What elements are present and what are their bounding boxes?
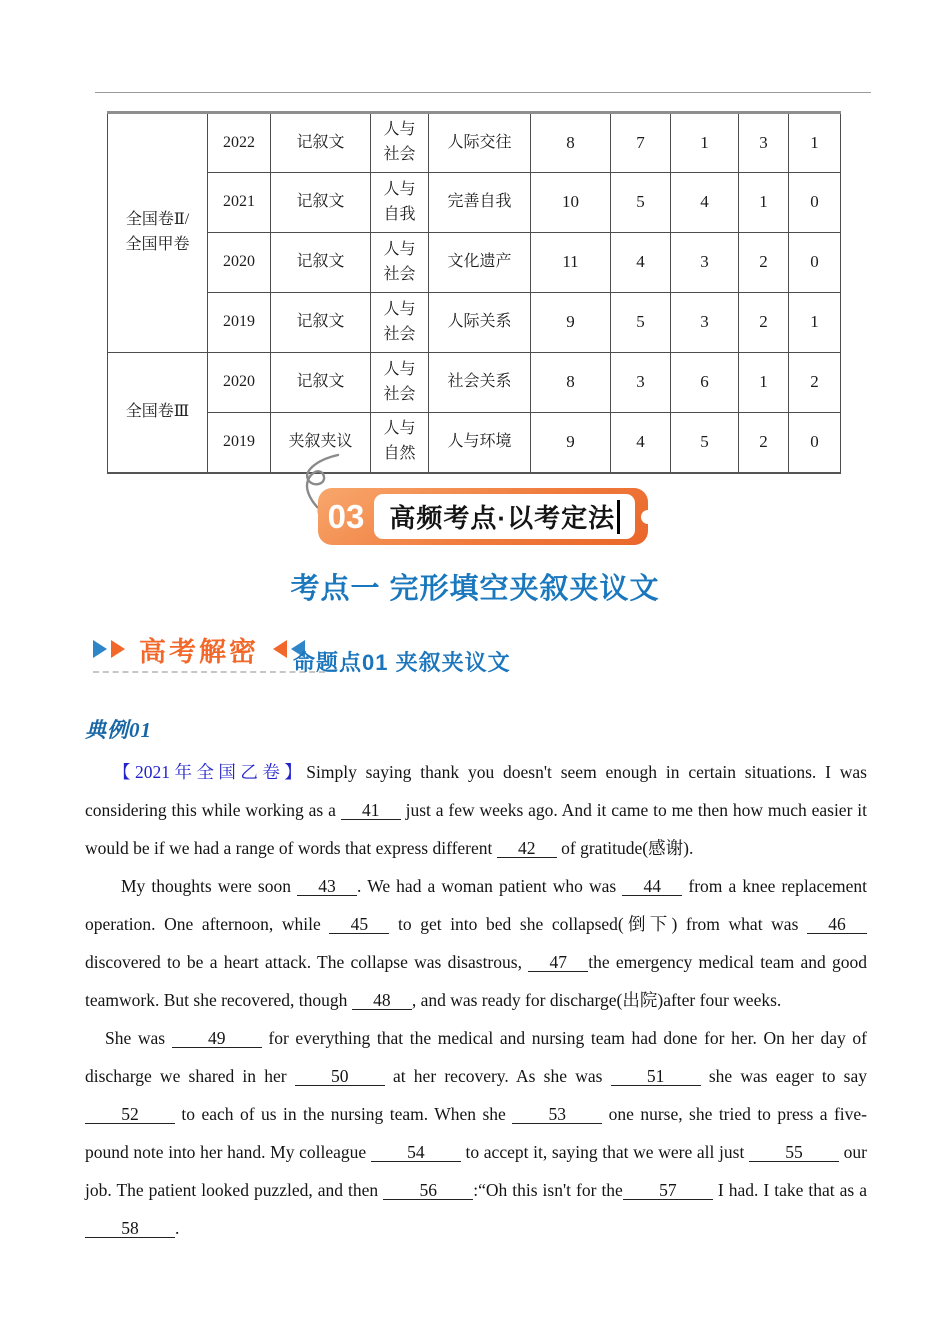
cell-topic: 完善自我 — [429, 173, 531, 233]
cell-paper-group: 全国卷Ⅱ/ 全国甲卷 — [108, 113, 208, 353]
cell-genre: 记叙文 — [271, 173, 371, 233]
cell-topic: 人与环境 — [429, 413, 531, 473]
cloze-blank-56: 56 — [383, 1181, 473, 1200]
table-row — [108, 413, 841, 473]
table-row — [108, 293, 841, 353]
cell-year: 2022 — [208, 113, 271, 173]
table-row — [108, 353, 841, 413]
cell-value-1: 8 — [531, 353, 611, 413]
cell-value-5: 1 — [789, 293, 841, 353]
cell-theme: 人与 社会 — [371, 233, 429, 293]
cell-value-4: 1 — [739, 173, 789, 233]
banner-title-box — [374, 494, 635, 539]
example-label: 典例01 — [85, 718, 152, 742]
cell-value-3: 4 — [671, 173, 739, 233]
cloze-blank-58: 58 — [85, 1219, 175, 1238]
cloze-blank-43: 43 — [297, 877, 357, 896]
cell-topic: 社会关系 — [429, 353, 531, 413]
cell-year: 2021 — [208, 173, 271, 233]
section-banner — [318, 488, 648, 545]
cell-value-1: 9 — [531, 293, 611, 353]
cell-value-4: 3 — [739, 113, 789, 173]
cell-value-2: 4 — [611, 233, 671, 293]
passage-paragraph: She was 49 for everything that the medical and nursing team had done for her. On her day of discharge we shared in her 50 at her recovery. As she was 51 she was eager to say 52 to each of us in the nursing team. When she 53 one nurse, she tried to press a five-pound note into her hand. My colleague 54 to accept it, saying that we were all just 55 our job. The patient looked puzzled, and then 56 :“Oh this isn't for the 57 I had. I take that as a 58 . — [85, 1028, 867, 1238]
cell-value-5: 0 — [789, 413, 841, 473]
cell-value-3: 6 — [671, 353, 739, 413]
cell-value-2: 7 — [611, 113, 671, 173]
cloze-blank-54: 54 — [371, 1143, 461, 1162]
cell-paper-group: 全国卷Ⅲ — [108, 353, 208, 473]
cell-value-5: 2 — [789, 353, 841, 413]
badge-label: 高考解密 — [139, 636, 259, 667]
dashed-underline — [93, 671, 325, 673]
cell-year: 2020 — [208, 353, 271, 413]
cloze-blank-50: 50 — [295, 1067, 385, 1086]
cell-theme: 人与 自然 — [371, 413, 429, 473]
cell-genre: 夹叙夹议 — [271, 413, 371, 473]
cell-value-2: 5 — [611, 173, 671, 233]
cloze-blank-42: 42 — [497, 839, 557, 858]
cell-value-2: 3 — [611, 353, 671, 413]
cell-year: 2020 — [208, 233, 271, 293]
passage — [85, 753, 867, 1247]
cloze-blank-52: 52 — [85, 1105, 175, 1124]
arrow-left-orange-icon — [273, 640, 287, 658]
cell-value-3: 3 — [671, 233, 739, 293]
cell-value-3: 3 — [671, 293, 739, 353]
cell-topic: 人际关系 — [429, 293, 531, 353]
cell-value-4: 1 — [739, 353, 789, 413]
cell-value-4: 2 — [739, 233, 789, 293]
cell-genre: 记叙文 — [271, 293, 371, 353]
cloze-blank-45: 45 — [329, 915, 389, 934]
banner-title: 高频考点·以考定法 — [389, 503, 616, 533]
cloze-blank-57: 57 — [623, 1181, 713, 1200]
cell-value-3: 5 — [671, 413, 739, 473]
passage-paragraph: 【2021年全国乙卷】Simply saying thank you doesn't seem enough in certain situations. I was considering this while working as a 41 just a few weeks ago. And it came to me then how much easier it would be if we had a range of words that express different 42 of gratitude(感谢). — [85, 762, 867, 858]
text-cursor — [617, 500, 620, 534]
cell-theme: 人与 社会 — [371, 113, 429, 173]
cloze-blank-41: 41 — [341, 801, 401, 820]
cell-theme: 人与 社会 — [371, 353, 429, 413]
cell-value-5: 0 — [789, 173, 841, 233]
cell-value-4: 2 — [739, 413, 789, 473]
cell-genre: 记叙文 — [271, 233, 371, 293]
arrow-right-orange-icon — [111, 640, 125, 658]
cloze-blank-49: 49 — [172, 1029, 262, 1048]
cell-value-3: 1 — [671, 113, 739, 173]
cell-value-1: 9 — [531, 413, 611, 473]
banner-number: 03 — [327, 497, 365, 535]
cell-topic: 人际交往 — [429, 113, 531, 173]
cloze-blank-47: 47 — [528, 953, 588, 972]
cell-value-4: 2 — [739, 293, 789, 353]
section-title: 考点一 完形填空夹叙夹议文 — [290, 573, 660, 605]
cell-year: 2019 — [208, 293, 271, 353]
passage-paragraph: My thoughts were soon 43 . We had a woman patient who was 44 from a knee replacement operation. One afternoon, while 45 to get into bed she collapsed(倒下) from what was 46 discovered to be a heart attack. The collapse was disastrous, 47 the emergency medical team and good teamwork. But she recovered, though 48 , and was ready for discharge(出院)after four weeks. — [85, 876, 868, 1010]
cloze-blank-51: 51 — [611, 1067, 701, 1086]
table-row — [108, 173, 841, 233]
cloze-blank-48: 48 — [352, 991, 412, 1010]
cell-genre: 记叙文 — [271, 113, 371, 173]
arrow-right-blue-icon — [93, 640, 107, 658]
cell-theme: 人与 社会 — [371, 293, 429, 353]
exam-stats-table — [107, 111, 841, 474]
cloze-blank-44: 44 — [622, 877, 682, 896]
cell-genre: 记叙文 — [271, 353, 371, 413]
cloze-blank-46: 46 — [807, 915, 867, 934]
cell-value-1: 8 — [531, 113, 611, 173]
exam-decode-badge — [93, 632, 305, 666]
cell-value-2: 5 — [611, 293, 671, 353]
cell-value-5: 1 — [789, 113, 841, 173]
table-row — [108, 233, 841, 293]
cell-year: 2019 — [208, 413, 271, 473]
page-break-line — [95, 92, 871, 93]
cloze-blank-53: 53 — [512, 1105, 602, 1124]
table-row — [108, 113, 841, 173]
cell-value-1: 11 — [531, 233, 611, 293]
cell-value-5: 0 — [789, 233, 841, 293]
exam-source-tag: 【2021年全国乙卷】 — [113, 762, 307, 782]
exam-table-body — [108, 113, 841, 473]
cell-theme: 人与 自我 — [371, 173, 429, 233]
cell-value-1: 10 — [531, 173, 611, 233]
cell-value-2: 4 — [611, 413, 671, 473]
cloze-blank-55: 55 — [749, 1143, 839, 1162]
cell-topic: 文化遗产 — [429, 233, 531, 293]
subheading: 命题点01 夹叙夹议文 — [293, 650, 511, 675]
